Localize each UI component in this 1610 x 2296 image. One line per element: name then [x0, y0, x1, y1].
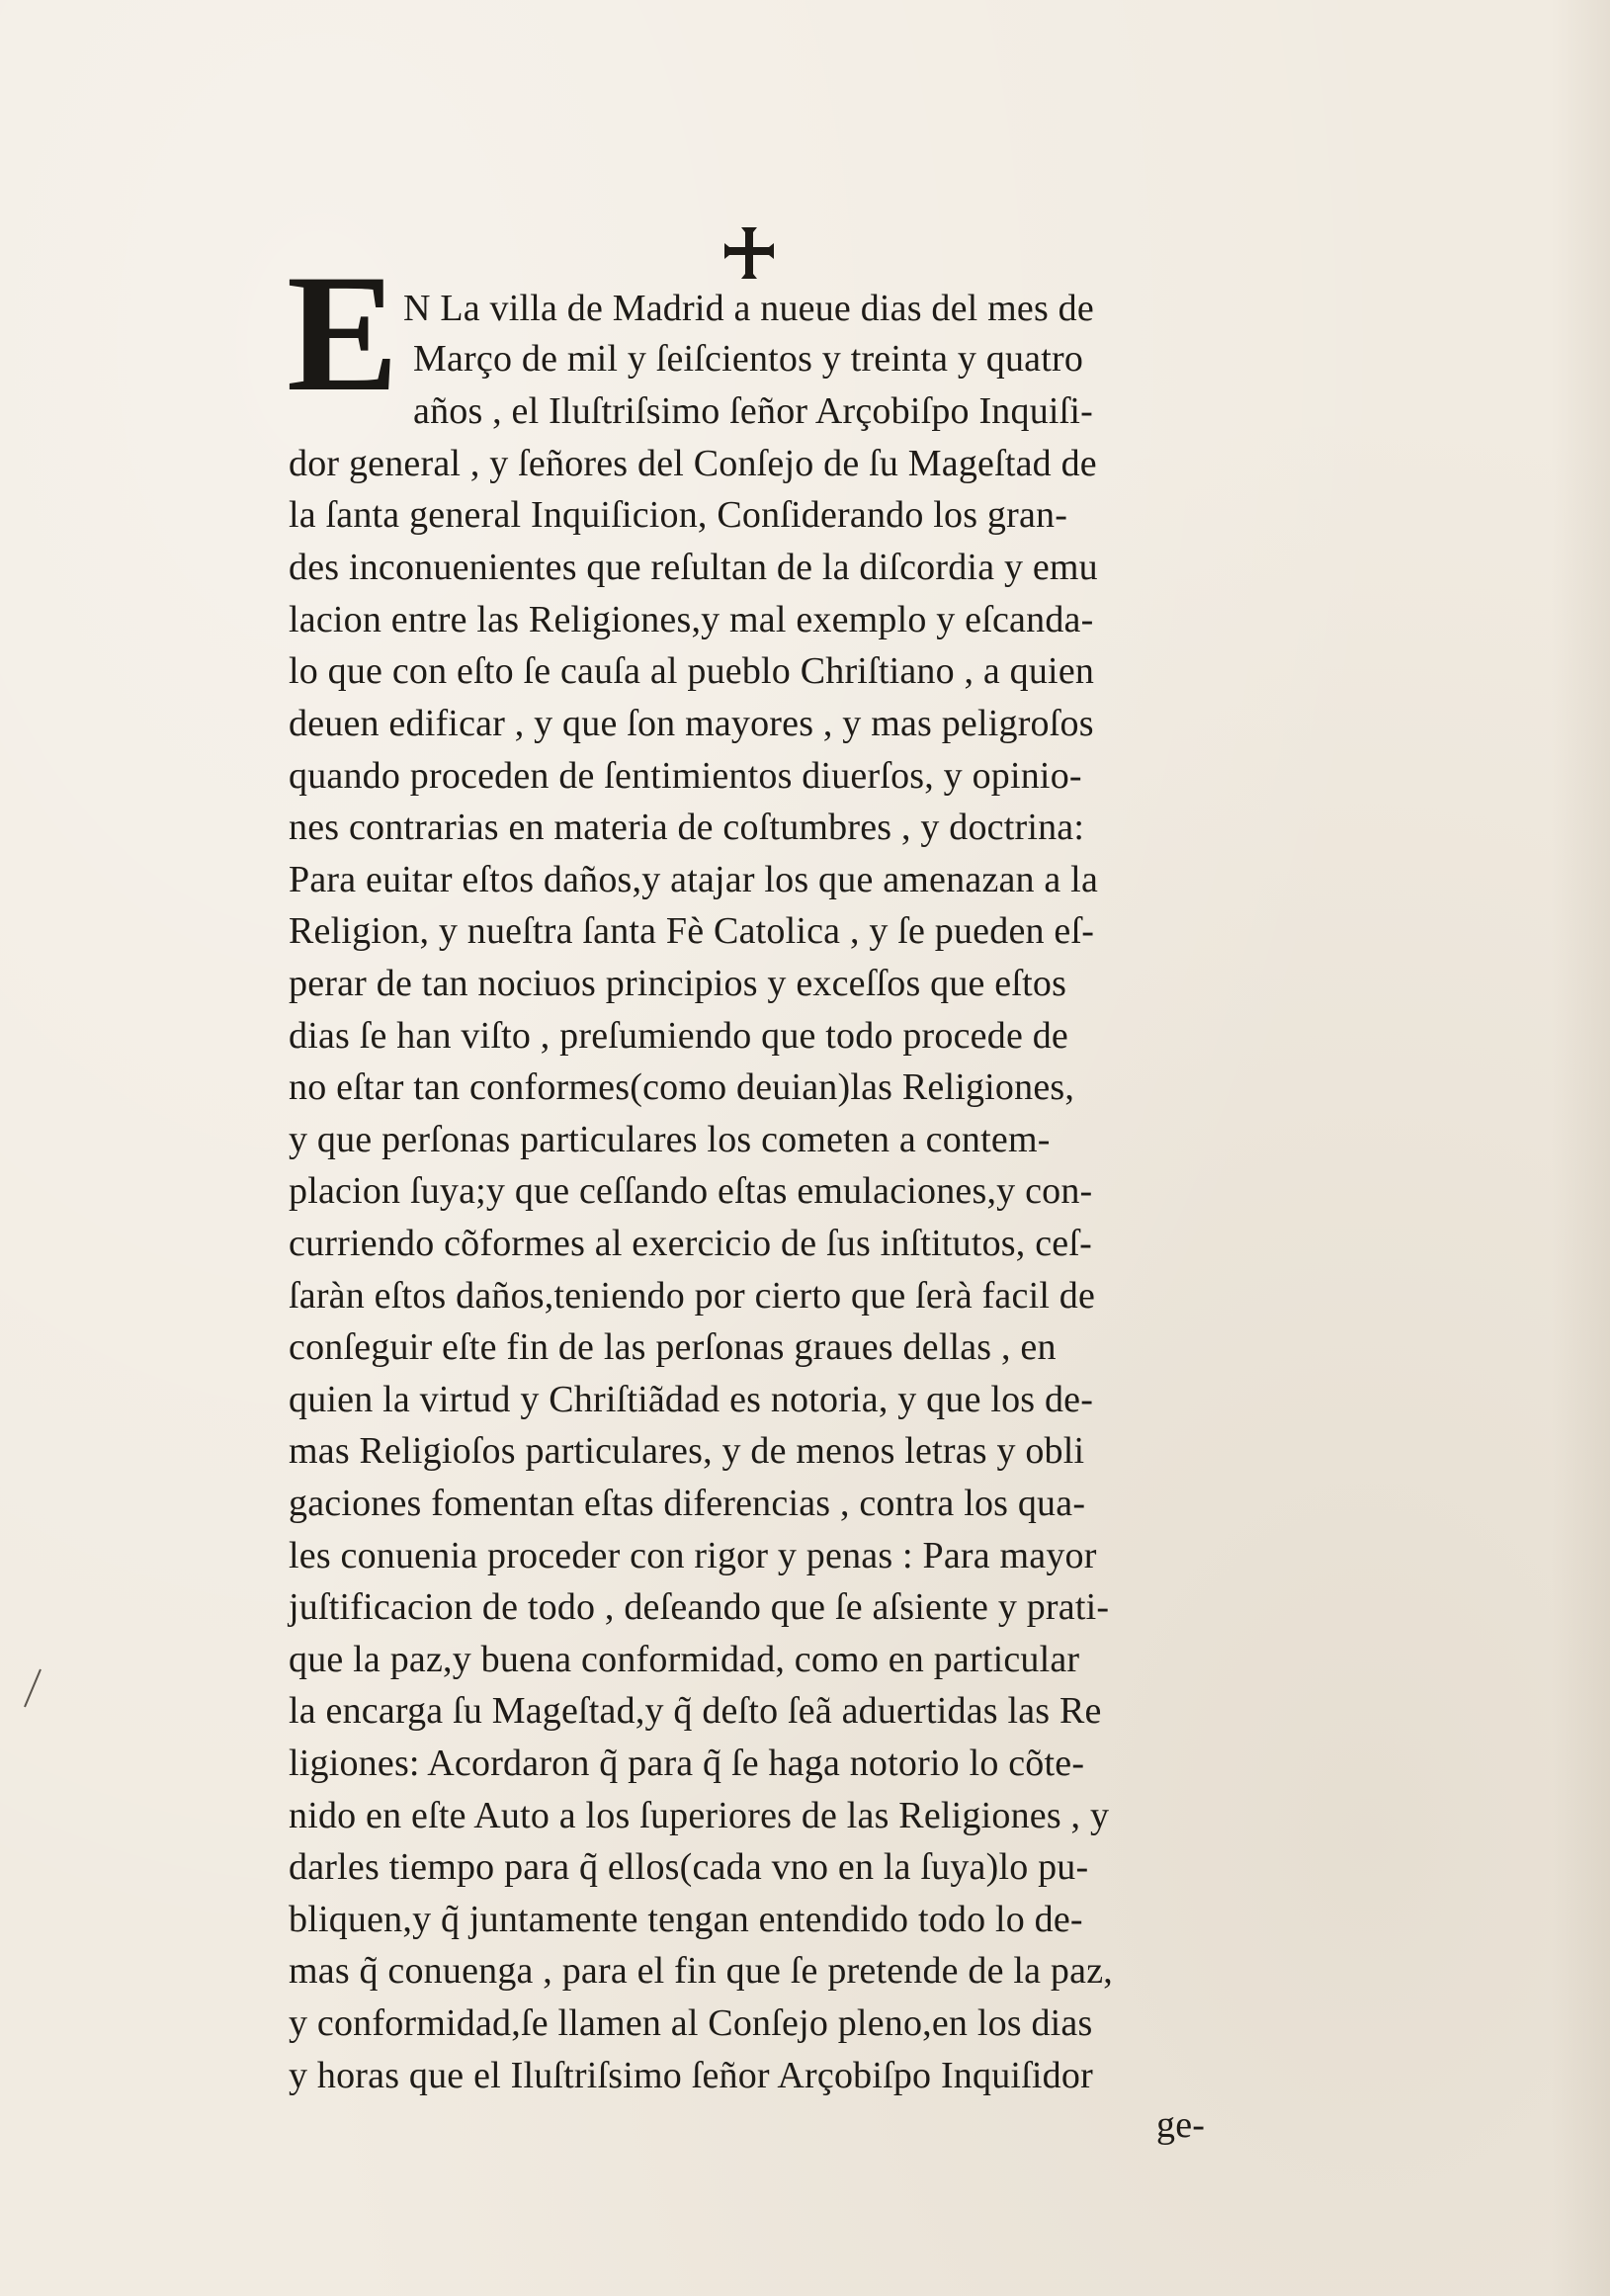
text-line: quien la virtud y Chriſtiãdad es notoria, y que los de- [289, 1379, 1094, 1420]
text-line: y conformidad,ſe llamen al Conſejo pleno,en los dias [289, 2002, 1093, 2044]
text-line: deuen edificar , y que ſon mayores , y mas peligroſos [289, 703, 1094, 744]
text-line: no eſtar tan conformes(como deuian)las Religiones, [289, 1066, 1075, 1108]
text-line: bliquen,y q̃ juntamente tengan entendido todo lo de- [289, 1899, 1083, 1940]
text-line: ſaràn eſtos daños,teniendo por cierto que ſerà facil de [289, 1275, 1096, 1317]
text-line: que la paz,y buena conformidad, como en particular [289, 1639, 1080, 1680]
text-line: nes contrarias en materia de coſtumbres , y doctrina: [289, 807, 1085, 848]
text-line: dias ſe han viſto , preſumiendo que todo procede de [289, 1015, 1068, 1057]
text-line: curriendo cõformes al exercicio de ſus inſtitutos, ceſ- [289, 1223, 1092, 1264]
drop-cap-letter: E [287, 240, 399, 426]
text-line: la ſanta general Inquiſicion, Conſiderando los gran- [289, 494, 1068, 536]
text-line: Março de mil y ſeiſcientos y treinta y quatro [413, 338, 1084, 380]
text-line: perar de tan nociuos principios y exceſſos que eſtos [289, 963, 1067, 1004]
text-line: mas Religioſos particulares, y de menos letras y obli [289, 1430, 1085, 1472]
text-line: y horas que el Iluſtriſsimo ſeñor Arçobiſpo Inquiſidor [289, 2055, 1093, 2096]
text-line: Religion, y nueſtra ſanta Fè Catolica , y ſe pueden eſ- [289, 910, 1095, 952]
text-line: y que perſonas particulares los cometen a contem- [289, 1119, 1051, 1160]
text-line: quando proceden de ſentimientos diuerſos, y opinio- [289, 755, 1082, 797]
text-line: dor general , y ſeñores del Conſejo de ſu Mageſtad de [289, 443, 1097, 484]
text-line: mas q̃ conuenga , para el fin que ſe pretende de la paz, [289, 1950, 1113, 1992]
text-line: la encarga ſu Mageſtad,y q̃ deſto ſeã aduertidas las Re [289, 1690, 1102, 1732]
text-line: juſtificacion de todo , deſeando que ſe aſsiente y prati- [289, 1586, 1110, 1628]
text-line: gaciones fomentan eſtas diferencias , contra los qua- [289, 1483, 1086, 1524]
text-line: ligiones: Acordaron q̃ para q̃ ſe haga notorio lo cõte- [289, 1743, 1085, 1784]
text-line: nido en eſte Auto a los ſuperiores de las Religiones , y [289, 1795, 1110, 1836]
catchword: ge- [1156, 2104, 1206, 2146]
text-line: años , el Iluſtriſsimo ſeñor Arçobiſpo Inquiſi- [413, 390, 1094, 432]
text-line: conſeguir eſte fin de las perſonas graues dellas , en [289, 1326, 1057, 1368]
text-line: lo que con eſto ſe cauſa al pueblo Chriſtiano , a quien [289, 650, 1095, 692]
text-line: placion ſuya;y que ceſſando eſtas emulaciones,y con- [289, 1170, 1093, 1212]
text-line: Para euitar eſtos daños,y atajar los que amenazan a la [289, 859, 1099, 900]
text-line: des inconuenientes que reſultan de la diſcordia y emu [289, 547, 1098, 588]
text-line: les conuenia proceder con rigor y penas : Para mayor [289, 1535, 1097, 1576]
text-line: N La villa de Madrid a nueue dias del mes de [403, 288, 1094, 329]
text-line: lacion entre las Religiones,y mal exemplo y eſcanda- [289, 599, 1094, 640]
margin-pencil-mark-icon [22, 1667, 43, 1709]
text-line: darles tiempo para q̃ ellos(cada vno en la ſuya)lo pu- [289, 1846, 1089, 1888]
